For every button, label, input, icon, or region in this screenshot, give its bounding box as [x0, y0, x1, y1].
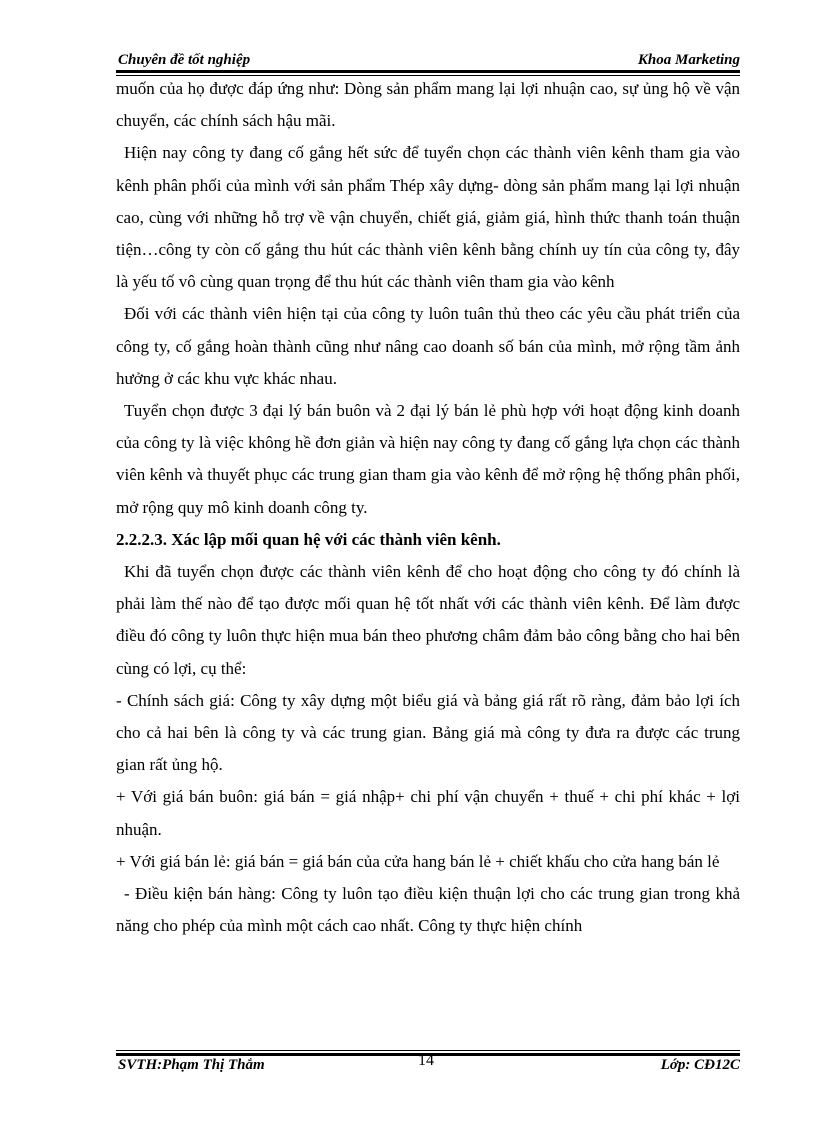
paragraph-5: Khi đã tuyển chọn được các thành viên kênh để cho hoạt động cho công ty đó chính là phải làm thế nào để tạo được mối quan hệ tốt nhất với các thành viên kênh. Để làm được điều đó công ty luôn thực hiện mua bán theo phương châm đảm bảo công bằng cho hai bên cùng có lợi, cụ thể: [116, 562, 740, 678]
page-footer [116, 1054, 740, 1078]
paragraph-retail-price: + Với giá bán lẻ: giá bán = giá bán của cửa hang bán lẻ + chiết khấu cho cửa hang bán lẻ [116, 851, 720, 871]
paragraph-3: Đối với các thành viên hiện tại của công ty luôn tuân thủ theo các yêu cầu phát triển của công ty, cố gắng hoàn thành cũng như nâng cao doanh số bán của mình, mở rộng tầm ảnh hưởng ở các khu vực khác nhau. [116, 304, 740, 388]
footer-student: SVTH:Phạm Thị Thắm [118, 1057, 265, 1073]
section-heading: 2.2.2.3. Xác lập mối quan hệ với các thành viên kênh. [116, 529, 501, 549]
paragraph-sales-conditions: - Điều kiện bán hàng: Công ty luôn tạo điều kiện thuận lợi cho các trung gian trong khả năng cho phép của mình một cách cao nhất. Công ty thực hiện chính [116, 884, 740, 936]
footer-class: Lớp: CĐ12C [660, 1057, 740, 1073]
paragraph-price-policy: - Chính sách giá: Công ty xây dựng một biểu giá và bảng giá rất rõ ràng, đảm bảo lợi ích cho cả hai bên là công ty và các trung gian. Bảng giá mà công ty đưa ra được các trung gian rất ủng hộ. [116, 690, 740, 775]
paragraph-1: muốn của họ được đáp ứng như: Dòng sản phẩm mang lại lợi nhuận cao, sự ủng hộ về vận chuyển, các chính sách hậu mãi. [116, 79, 740, 131]
page-number: 14 [418, 1052, 434, 1069]
paragraph-wholesale-price: + Với giá bán buôn: giá bán = giá nhập+ chi phí vận chuyển + thuế + chi phí khác + lợi nhuận. [116, 787, 740, 839]
paragraph-4: Tuyển chọn được 3 đại lý bán buôn và 2 đại lý bán lẻ phù hợp với hoạt động kinh doanh của công ty là việc không hề đơn giản và hiện nay công ty đang cố gắng lựa chọn các thành viên kênh và thuyết phục các trung gian tham gia vào kênh để mở rộng hệ thống phân phối, mở rộng quy mô kinh doanh công ty. [116, 401, 740, 517]
header-title: Chuyên đề tốt nghiệp [118, 52, 251, 68]
header-department: Khoa Marketing [637, 52, 740, 68]
document-body [116, 73, 740, 942]
footer-divider-thin [116, 1050, 740, 1051]
paragraph-2: Hiện nay công ty đang cố gắng hết sức để tuyển chọn các thành viên kênh tham gia vào kênh phân phối của mình với sản phẩm Thép xây dựng- dòng sản phẩm mang lại lợi nhuận cao, cùng với những hỗ trợ về vận chuyển, chiết giá, giảm giá, hình thức thanh toán thuận tiện…công ty còn cố gắng thu hút các thành viên kênh bằng chính uy tín của công ty, đây là yếu tố vô cùng quan trọng để thu hút các thành viên tham gia vào kênh [116, 143, 740, 292]
